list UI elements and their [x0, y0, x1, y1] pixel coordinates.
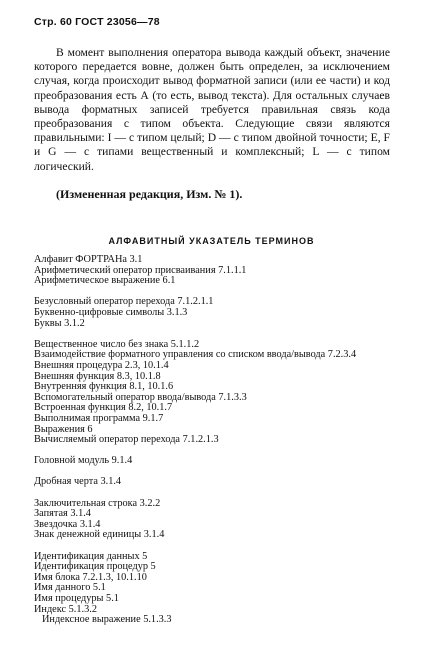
index-entry: Вспомогательный оператор ввода/вывода 7.1.3.3	[34, 391, 247, 403]
index-entry: Знак денежной единицы 3.1.4	[34, 529, 165, 541]
index-entry: Идентификация данных 5	[34, 550, 148, 562]
index-entry: Буквенно-цифровые символы 3.1.3	[34, 306, 188, 318]
index-entry: Идентификация процедур 5	[34, 561, 156, 573]
index-entry: Арифметическое выражение 6.1	[34, 275, 176, 287]
index-entry: Выполнимая программа 9.1.7	[34, 412, 164, 424]
index-entry: Алфавит ФОРТРАНа 3.1	[34, 254, 143, 265]
index-group-d	[34, 477, 404, 488]
index-group-a	[34, 255, 404, 287]
index-entry: Вещественное число без знака 5.1.1.2	[34, 338, 200, 350]
index-entry: Запятая 3.1.4	[34, 508, 91, 520]
index-entry: Заключительная строка 3.2.2	[34, 497, 161, 509]
index-entry: Индекс 5.1.3.2	[34, 603, 97, 615]
index-entry: Звездочка 3.1.4	[34, 518, 101, 530]
index-entry: Внешняя функция 8.3, 10.1.8	[34, 370, 161, 382]
index-group-g	[34, 456, 404, 467]
index-entry: Взаимодействие форматного управления со списком ввода/вывода 7.2.3.4	[34, 349, 357, 361]
index-group-v	[34, 340, 404, 446]
index-entry: Арифметический оператор присваивания 7.1.1.1	[34, 264, 247, 276]
index-entry: Имя данного 5.1	[34, 582, 106, 594]
amendment-note: (Измененная редакция, Изм. № 1).	[56, 187, 243, 201]
index-group-z	[34, 499, 404, 541]
index-entry: Внешняя процедура 2.3, 10.1.4	[34, 359, 169, 371]
index-entry: Безусловный оператор перехода 7.1.2.1.1	[34, 296, 214, 308]
index-group-b	[34, 297, 404, 329]
body-paragraph: В момент выполнения оператора вывода каждый объект, значение которого передается вовне, должен быть определен, за исключением случая, когда происходит вывод форматной записи (или ее части) и код преобразования есть А (то есть, вывод текста). Для остальных случаев вывода форматных записей требуется правильная связь кода преобразования с типом объекта. Следующие связи являются правильными: I — с типом целый; D — с типом двойной точности; E, F и G — с типами вещественный и комплексный; L — с типом логический.	[34, 46, 390, 173]
index-entry: Индексное выражение 5.1.3.3	[42, 614, 172, 626]
page-header: Стр. 60 ГОСТ 23056—78	[34, 16, 160, 28]
index-entry: Имя блока 7.2.1.3, 10.1.10	[34, 571, 147, 583]
index-entry: Буквы 3.1.2	[34, 317, 85, 329]
index-group-i	[34, 552, 404, 626]
index-entry: Вычисляемый оператор перехода 7.1.2.1.3	[34, 434, 219, 446]
index-entry: Имя процедуры 5.1	[34, 593, 119, 604]
index-title: АЛФАВИТНЫЙ УКАЗАТЕЛЬ ТЕРМИНОВ	[108, 236, 315, 246]
index-entry: Дробная черта 3.1.4	[34, 476, 122, 488]
term-index	[34, 255, 404, 636]
index-entry: Встроенная функция 8.2, 10.1.7	[34, 402, 173, 414]
index-entry: Выражения 6	[34, 423, 93, 435]
index-entry: Внутренняя функция 8.1, 10.1.6	[34, 381, 174, 393]
index-entry: Головной модуль 9.1.4	[34, 455, 133, 467]
